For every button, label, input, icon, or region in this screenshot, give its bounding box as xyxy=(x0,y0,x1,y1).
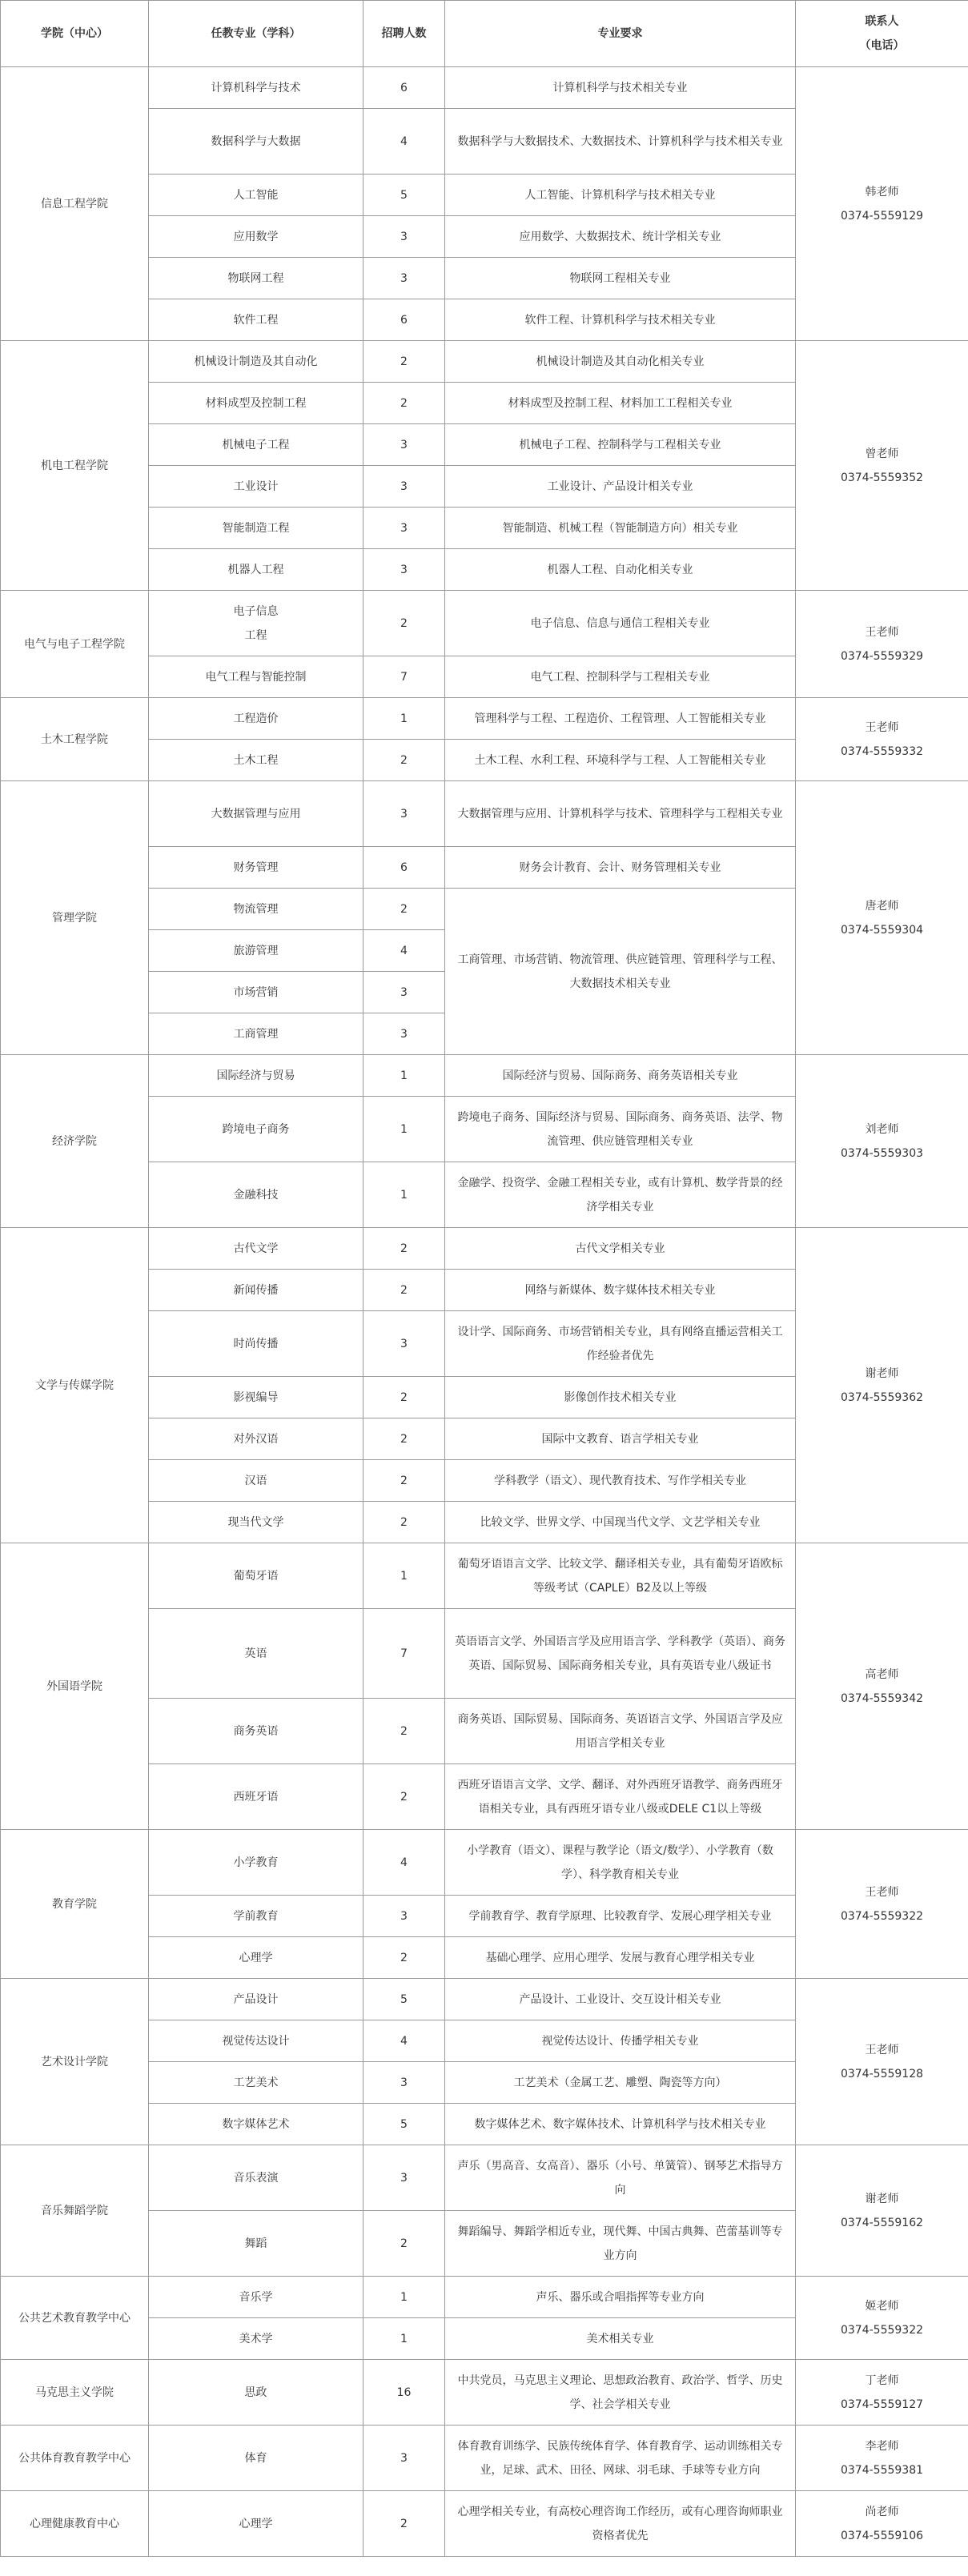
header-row xyxy=(1,1,968,67)
count-cell: 2 xyxy=(364,2211,445,2277)
count-cell: 2 xyxy=(364,383,445,424)
college-cell: 马克思主义学院 xyxy=(1,2360,149,2426)
table-row xyxy=(1,1979,968,2020)
college-cell: 心理健康教育中心 xyxy=(1,2491,149,2557)
major-cell: 机械电子工程 xyxy=(149,424,364,466)
header-college: 学院（中心） xyxy=(1,1,149,67)
major-cell: 物流管理 xyxy=(149,889,364,930)
table-row xyxy=(1,2145,968,2211)
header-contact: 联系人 （电话） xyxy=(796,1,968,67)
major-cell: 数据科学与大数据 xyxy=(149,109,364,175)
requirement-cell: 电气工程、控制科学与工程相关专业 xyxy=(445,656,796,698)
count-cell: 2 xyxy=(364,889,445,930)
major-cell: 工程造价 xyxy=(149,698,364,740)
requirement-cell: 国际中文教育、语言学相关专业 xyxy=(445,1418,796,1460)
major-cell: 影视编导 xyxy=(149,1377,364,1418)
major-cell: 人工智能 xyxy=(149,175,364,216)
major-cell: 金融科技 xyxy=(149,1162,364,1228)
major-cell: 跨境电子商务 xyxy=(149,1097,364,1162)
requirement-cell: 体育教育训练学、民族传统体育学、体育教育学、运动训练相关专业，足球、武术、田径、网球、羽毛球、手球等专业方向 xyxy=(445,2426,796,2491)
major-cell: 心理学 xyxy=(149,1937,364,1979)
college-cell: 电气与电子工程学院 xyxy=(1,591,149,698)
count-cell: 5 xyxy=(364,2104,445,2145)
table-row xyxy=(1,1830,968,1896)
major-cell: 心理学 xyxy=(149,2491,364,2557)
count-cell: 3 xyxy=(364,258,445,299)
requirement-cell: 大数据管理与应用、计算机科学与技术、管理科学与工程相关专业 xyxy=(445,781,796,847)
requirement-cell: 工业设计、产品设计相关专业 xyxy=(445,466,796,508)
contact-cell: 姬老师 0374-5559322 xyxy=(796,2277,968,2360)
count-cell: 2 xyxy=(364,1377,445,1418)
requirement-cell: 美术相关专业 xyxy=(445,2318,796,2360)
requirement-cell: 设计学、国际商务、市场营销相关专业，具有网络直播运营相关工作经验者优先 xyxy=(445,1311,796,1377)
count-cell: 16 xyxy=(364,2360,445,2426)
count-cell: 3 xyxy=(364,549,445,591)
requirement-cell: 网络与新媒体、数字媒体技术相关专业 xyxy=(445,1270,796,1311)
count-cell: 1 xyxy=(364,698,445,740)
major-cell: 体育 xyxy=(149,2426,364,2491)
count-cell: 2 xyxy=(364,591,445,656)
count-cell: 2 xyxy=(364,1418,445,1460)
requirement-cell: 心理学相关专业，有高校心理咨询工作经历，或有心理咨询师职业资格者优先 xyxy=(445,2491,796,2557)
college-cell: 外国语学院 xyxy=(1,1543,149,1830)
college-cell: 土木工程学院 xyxy=(1,698,149,781)
requirement-cell: 西班牙语语言文学、文学、翻译、对外西班牙语教学、商务西班牙语相关专业，具有西班牙语专业八级或DELE C1以上等级 xyxy=(445,1764,796,1830)
requirement-cell: 舞蹈编导、舞蹈学相近专业，现代舞、中国古典舞、芭蕾基训等专业方向 xyxy=(445,2211,796,2277)
requirement-cell: 影像创作技术相关专业 xyxy=(445,1377,796,1418)
requirement-cell: 英语语言文学、外国语言学及应用语言学、学科教学（英语）、商务英语、国际贸易、国际商务相关专业，具有英语专业八级证书 xyxy=(445,1609,796,1699)
count-cell: 3 xyxy=(364,2426,445,2491)
major-cell: 古代文学 xyxy=(149,1228,364,1270)
major-cell: 财务管理 xyxy=(149,847,364,889)
table-row xyxy=(1,67,968,109)
table-row xyxy=(1,2426,968,2491)
count-cell: 7 xyxy=(364,656,445,698)
count-cell: 3 xyxy=(364,1896,445,1937)
major-cell: 大数据管理与应用 xyxy=(149,781,364,847)
count-cell: 3 xyxy=(364,424,445,466)
contact-cell: 王老师 0374-5559322 xyxy=(796,1830,968,1979)
major-cell: 商务英语 xyxy=(149,1699,364,1764)
major-cell: 音乐表演 xyxy=(149,2145,364,2211)
count-cell: 4 xyxy=(364,1830,445,1896)
table-body xyxy=(1,67,968,2557)
requirement-cell: 工艺美术（金属工艺、雕塑、陶瓷等方向） xyxy=(445,2062,796,2104)
major-cell: 工艺美术 xyxy=(149,2062,364,2104)
contact-cell: 王老师 0374-5559329 xyxy=(796,591,968,698)
count-cell: 1 xyxy=(364,1162,445,1228)
table-row xyxy=(1,591,968,656)
major-cell: 旅游管理 xyxy=(149,930,364,972)
contact-cell: 尚老师 0374-5559106 xyxy=(796,2491,968,2557)
major-cell: 工商管理 xyxy=(149,1013,364,1055)
count-cell: 3 xyxy=(364,508,445,549)
count-cell: 2 xyxy=(364,740,445,781)
count-cell: 6 xyxy=(364,847,445,889)
table-row xyxy=(1,698,968,740)
requirement-cell: 产品设计、工业设计、交互设计相关专业 xyxy=(445,1979,796,2020)
major-cell: 葡萄牙语 xyxy=(149,1543,364,1609)
requirement-cell: 声乐、器乐或合唱指挥等专业方向 xyxy=(445,2277,796,2318)
count-cell: 1 xyxy=(364,2318,445,2360)
count-cell: 2 xyxy=(364,1502,445,1543)
contact-cell: 韩老师 0374-5559129 xyxy=(796,67,968,341)
major-cell: 视觉传达设计 xyxy=(149,2020,364,2062)
major-cell: 美术学 xyxy=(149,2318,364,2360)
requirement-cell: 材料成型及控制工程、材料加工工程相关专业 xyxy=(445,383,796,424)
requirement-cell: 应用数学、大数据技术、统计学相关专业 xyxy=(445,216,796,258)
major-cell: 国际经济与贸易 xyxy=(149,1055,364,1097)
college-cell: 公共艺术教育教学中心 xyxy=(1,2277,149,2360)
requirement-cell: 管理科学与工程、工程造价、工程管理、人工智能相关专业 xyxy=(445,698,796,740)
major-cell: 土木工程 xyxy=(149,740,364,781)
requirement-cell: 商务英语、国际贸易、国际商务、英语语言文学、外国语言学及应用语言学相关专业 xyxy=(445,1699,796,1764)
major-cell: 物联网工程 xyxy=(149,258,364,299)
requirement-cell: 物联网工程相关专业 xyxy=(445,258,796,299)
major-cell: 产品设计 xyxy=(149,1979,364,2020)
count-cell: 5 xyxy=(364,175,445,216)
college-cell: 文学与传媒学院 xyxy=(1,1228,149,1543)
count-cell: 4 xyxy=(364,109,445,175)
major-cell: 新闻传播 xyxy=(149,1270,364,1311)
contact-cell: 高老师 0374-5559342 xyxy=(796,1543,968,1830)
count-cell: 2 xyxy=(364,1228,445,1270)
requirement-cell: 视觉传达设计、传播学相关专业 xyxy=(445,2020,796,2062)
contact-cell: 谢老师 0374-5559162 xyxy=(796,2145,968,2277)
requirement-cell: 基础心理学、应用心理学、发展与教育心理学相关专业 xyxy=(445,1937,796,1979)
requirement-cell: 工商管理、市场营销、物流管理、供应链管理、管理科学与工程、大数据技术相关专业 xyxy=(445,889,796,1055)
college-cell: 信息工程学院 xyxy=(1,67,149,341)
count-cell: 4 xyxy=(364,2020,445,2062)
count-cell: 2 xyxy=(364,1460,445,1502)
count-cell: 2 xyxy=(364,1270,445,1311)
table-row xyxy=(1,1228,968,1270)
table-row xyxy=(1,2360,968,2426)
major-cell: 应用数学 xyxy=(149,216,364,258)
contact-cell: 丁老师 0374-5559127 xyxy=(796,2360,968,2426)
count-cell: 3 xyxy=(364,2062,445,2104)
count-cell: 3 xyxy=(364,972,445,1013)
requirement-cell: 土木工程、水利工程、环境科学与工程、人工智能相关专业 xyxy=(445,740,796,781)
college-cell: 管理学院 xyxy=(1,781,149,1055)
requirement-cell: 学科教学（语文）、现代教育技术、写作学相关专业 xyxy=(445,1460,796,1502)
major-cell: 对外汉语 xyxy=(149,1418,364,1460)
contact-cell: 李老师 0374-5559381 xyxy=(796,2426,968,2491)
major-cell: 电气工程与智能控制 xyxy=(149,656,364,698)
major-cell: 汉语 xyxy=(149,1460,364,1502)
major-cell: 软件工程 xyxy=(149,299,364,341)
requirement-cell: 智能制造、机械工程（智能制造方向）相关专业 xyxy=(445,508,796,549)
major-cell: 学前教育 xyxy=(149,1896,364,1937)
major-cell: 小学教育 xyxy=(149,1830,364,1896)
count-cell: 3 xyxy=(364,1311,445,1377)
major-cell: 材料成型及控制工程 xyxy=(149,383,364,424)
college-cell: 教育学院 xyxy=(1,1830,149,1979)
count-cell: 3 xyxy=(364,781,445,847)
major-cell: 数字媒体艺术 xyxy=(149,2104,364,2145)
college-cell: 音乐舞蹈学院 xyxy=(1,2145,149,2277)
table-row xyxy=(1,1055,968,1097)
major-cell: 英语 xyxy=(149,1609,364,1699)
requirement-cell: 数据科学与大数据技术、大数据技术、计算机科学与技术相关专业 xyxy=(445,109,796,175)
count-cell: 2 xyxy=(364,2491,445,2557)
requirement-cell: 机械设计制造及其自动化相关专业 xyxy=(445,341,796,383)
count-cell: 2 xyxy=(364,1937,445,1979)
major-cell: 智能制造工程 xyxy=(149,508,364,549)
major-cell: 电子信息 工程 xyxy=(149,591,364,656)
requirement-cell: 电子信息、信息与通信工程相关专业 xyxy=(445,591,796,656)
contact-cell: 王老师 0374-5559332 xyxy=(796,698,968,781)
count-cell: 1 xyxy=(364,1055,445,1097)
count-cell: 3 xyxy=(364,1013,445,1055)
requirement-cell: 机器人工程、自动化相关专业 xyxy=(445,549,796,591)
count-cell: 3 xyxy=(364,216,445,258)
major-cell: 舞蹈 xyxy=(149,2211,364,2277)
count-cell: 3 xyxy=(364,466,445,508)
requirement-cell: 软件工程、计算机科学与技术相关专业 xyxy=(445,299,796,341)
count-cell: 1 xyxy=(364,1543,445,1609)
requirement-cell: 古代文学相关专业 xyxy=(445,1228,796,1270)
major-cell: 现当代文学 xyxy=(149,1502,364,1543)
requirement-cell: 国际经济与贸易、国际商务、商务英语相关专业 xyxy=(445,1055,796,1097)
contact-cell: 曾老师 0374-5559352 xyxy=(796,341,968,591)
requirement-cell: 金融学、投资学、金融工程相关专业，或有计算机、数学背景的经济学相关专业 xyxy=(445,1162,796,1228)
college-cell: 经济学院 xyxy=(1,1055,149,1228)
count-cell: 2 xyxy=(364,1699,445,1764)
requirement-cell: 跨境电子商务、国际经济与贸易、国际商务、商务英语、法学、物流管理、供应链管理相关专业 xyxy=(445,1097,796,1162)
major-cell: 机器人工程 xyxy=(149,549,364,591)
requirement-cell: 学前教育学、教育学原理、比较教育学、发展心理学相关专业 xyxy=(445,1896,796,1937)
requirement-cell: 中共党员，马克思主义理论、思想政治教育、政治学、哲学、历史学、社会学相关专业 xyxy=(445,2360,796,2426)
count-cell: 5 xyxy=(364,1979,445,2020)
contact-cell: 唐老师 0374-5559304 xyxy=(796,781,968,1055)
requirement-cell: 财务会计教育、会计、财务管理相关专业 xyxy=(445,847,796,889)
table-row xyxy=(1,781,968,847)
requirement-cell: 人工智能、计算机科学与技术相关专业 xyxy=(445,175,796,216)
count-cell: 6 xyxy=(364,67,445,109)
table-row xyxy=(1,341,968,383)
requirement-cell: 声乐（男高音、女高音）、器乐（小号、单簧管）、钢琴艺术指导方向 xyxy=(445,2145,796,2211)
major-cell: 西班牙语 xyxy=(149,1764,364,1830)
count-cell: 6 xyxy=(364,299,445,341)
requirement-cell: 比较文学、世界文学、中国现当代文学、文艺学相关专业 xyxy=(445,1502,796,1543)
requirement-cell: 计算机科学与技术相关专业 xyxy=(445,67,796,109)
contact-cell: 王老师 0374-5559128 xyxy=(796,1979,968,2145)
header-count: 招聘人数 xyxy=(364,1,445,67)
major-cell: 机械设计制造及其自动化 xyxy=(149,341,364,383)
college-cell: 机电工程学院 xyxy=(1,341,149,591)
major-cell: 音乐学 xyxy=(149,2277,364,2318)
college-cell: 艺术设计学院 xyxy=(1,1979,149,2145)
table-row xyxy=(1,1543,968,1609)
major-cell: 计算机科学与技术 xyxy=(149,67,364,109)
major-cell: 市场营销 xyxy=(149,972,364,1013)
count-cell: 1 xyxy=(364,2277,445,2318)
header-requirement: 专业要求 xyxy=(445,1,796,67)
major-cell: 时尚传播 xyxy=(149,1311,364,1377)
requirement-cell: 小学教育（语文）、课程与教学论（语文/数学）、小学教育（数学）、科学教育相关专业 xyxy=(445,1830,796,1896)
count-cell: 2 xyxy=(364,341,445,383)
table-row xyxy=(1,2491,968,2557)
college-cell: 公共体育教育教学中心 xyxy=(1,2426,149,2491)
count-cell: 2 xyxy=(364,1764,445,1830)
contact-cell: 刘老师 0374-5559303 xyxy=(796,1055,968,1228)
table-row xyxy=(1,2277,968,2318)
count-cell: 3 xyxy=(364,2145,445,2211)
requirement-cell: 葡萄牙语语言文学、比较文学、翻译相关专业，具有葡萄牙语欧标等级考试（CAPLE）B2及以上等级 xyxy=(445,1543,796,1609)
major-cell: 思政 xyxy=(149,2360,364,2426)
contact-cell: 谢老师 0374-5559362 xyxy=(796,1228,968,1543)
requirement-cell: 数字媒体艺术、数字媒体技术、计算机科学与技术相关专业 xyxy=(445,2104,796,2145)
count-cell: 4 xyxy=(364,930,445,972)
count-cell: 1 xyxy=(364,1097,445,1162)
count-cell: 7 xyxy=(364,1609,445,1699)
requirement-cell: 机械电子工程、控制科学与工程相关专业 xyxy=(445,424,796,466)
header-major: 任教专业（学科） xyxy=(149,1,364,67)
major-cell: 工业设计 xyxy=(149,466,364,508)
